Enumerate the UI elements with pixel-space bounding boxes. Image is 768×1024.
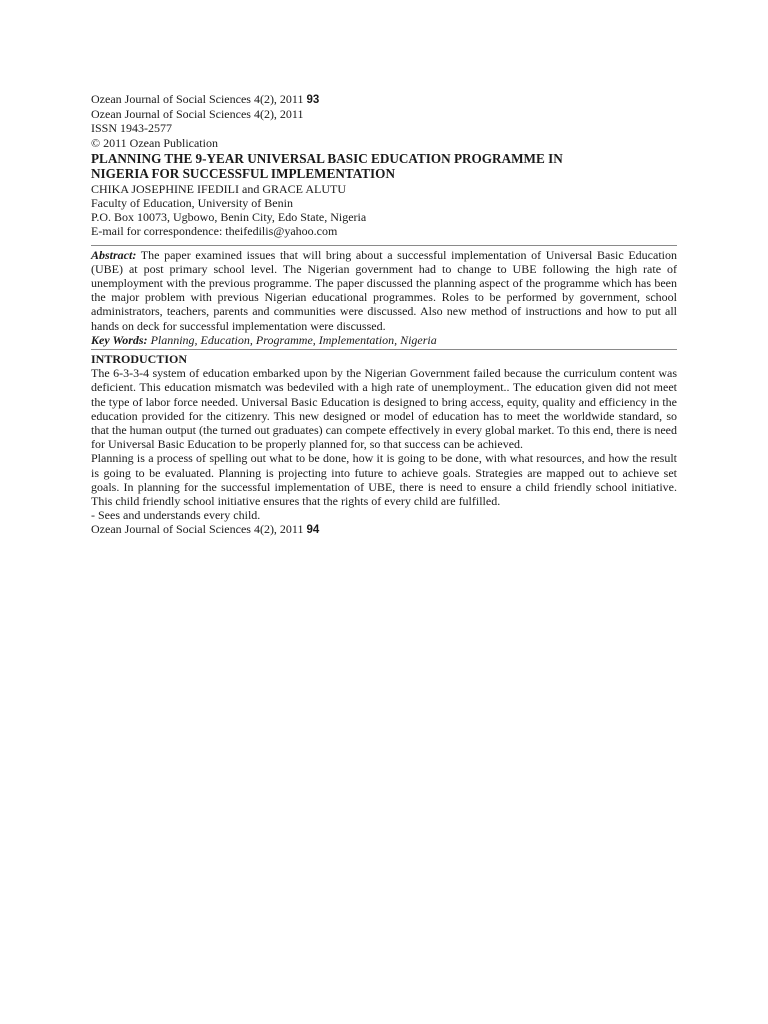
bullet-item: - Sees and understands every child. [91,508,261,523]
paper-title-line-1: PLANNING THE 9-YEAR UNIVERSAL BASIC EDUCATION PROGRAMME IN [91,150,563,166]
journal-citation-repeat: Ozean Journal of Social Sciences 4(2), 2011 [91,107,304,122]
journal-footer [91,522,677,537]
keywords-text: Planning, Education, Programme, Implementation, Nigeria [147,332,437,347]
author-affiliation: Faculty of Education, University of Benin [91,196,293,211]
divider-top [91,245,677,246]
abstract-label: Abstract: [91,247,137,262]
issn: ISSN 1943-2577 [91,121,173,136]
paper-title [91,151,677,181]
abstract [91,248,677,333]
journal-citation: Ozean Journal of Social Sciences 4(2), 2011 [91,92,304,106]
divider-bottom [91,349,677,350]
paper-title-line-2: NIGERIA FOR SUCCESSFUL IMPLEMENTATION [91,165,395,181]
journal-header [91,92,677,107]
footer-page-number: 94 [306,524,320,537]
page-number: 93 [306,94,320,106]
author-email: E-mail for correspondence: theifedilis@yahoo.com [91,224,338,239]
introduction-paragraph-2: Planning is a process of spelling out what to be done, how it is going to be done, with what resources, and how the result is going to be evaluated. Planning is projecting into future to achieve goals. Strategies are mapped out to achieve set goals. In planning for the successful implementation of UBE, there is need to ensure a child friendly school initiative. This child friendly school initiative ensures that the rights of every child are fulfilled. [91,451,677,509]
abstract-text: The paper examined issues that will bring about a successful implementation of Universal Basic Education (UBE) at post primary school level. The Nigerian government had to change to UBE following the high rate of unemployment with the previous programme. The paper discussed the planning aspect of the programme which has been the major problem with previous Nigerian educational programmes. Roles to be performed by government, school administrators, teachers, parents and communities were discussed. Also new method of instructions and how to put all hands on deck for successful implementation were discussed. [91,247,677,333]
document-page [91,92,677,538]
author-names: CHIKA JOSEPHINE IFEDILI and GRACE ALUTU [91,181,346,196]
introduction-paragraph-1: The 6-3-3-4 system of education embarked upon by the Nigerian Government failed because the curriculum content was deficient. This education mismatch was bedeviled with a high rate of unemployment.. The education given did not meet the type of labor force needed. Universal Basic Education is designed to bring access, equity, quality and efficiency in the education provided for the citizenry. This new designed or model of education has to meet the worldwide standard, so that the human output (the turned out graduates) can compete effectively in every global market. To this end, there is need for Universal Basic Education to be properly planned for, so that success can be achieved. [91,366,677,452]
footer-citation: Ozean Journal of Social Sciences 4(2), 2011 [91,522,304,537]
keywords-label: Key Words: [91,332,148,347]
section-heading-introduction: INTRODUCTION [91,352,188,367]
keywords [91,333,677,347]
copyright: © 2011 Ozean Publication [91,135,218,150]
author-address: P.O. Box 10073, Ugbowo, Benin City, Edo State, Nigeria [91,210,367,225]
